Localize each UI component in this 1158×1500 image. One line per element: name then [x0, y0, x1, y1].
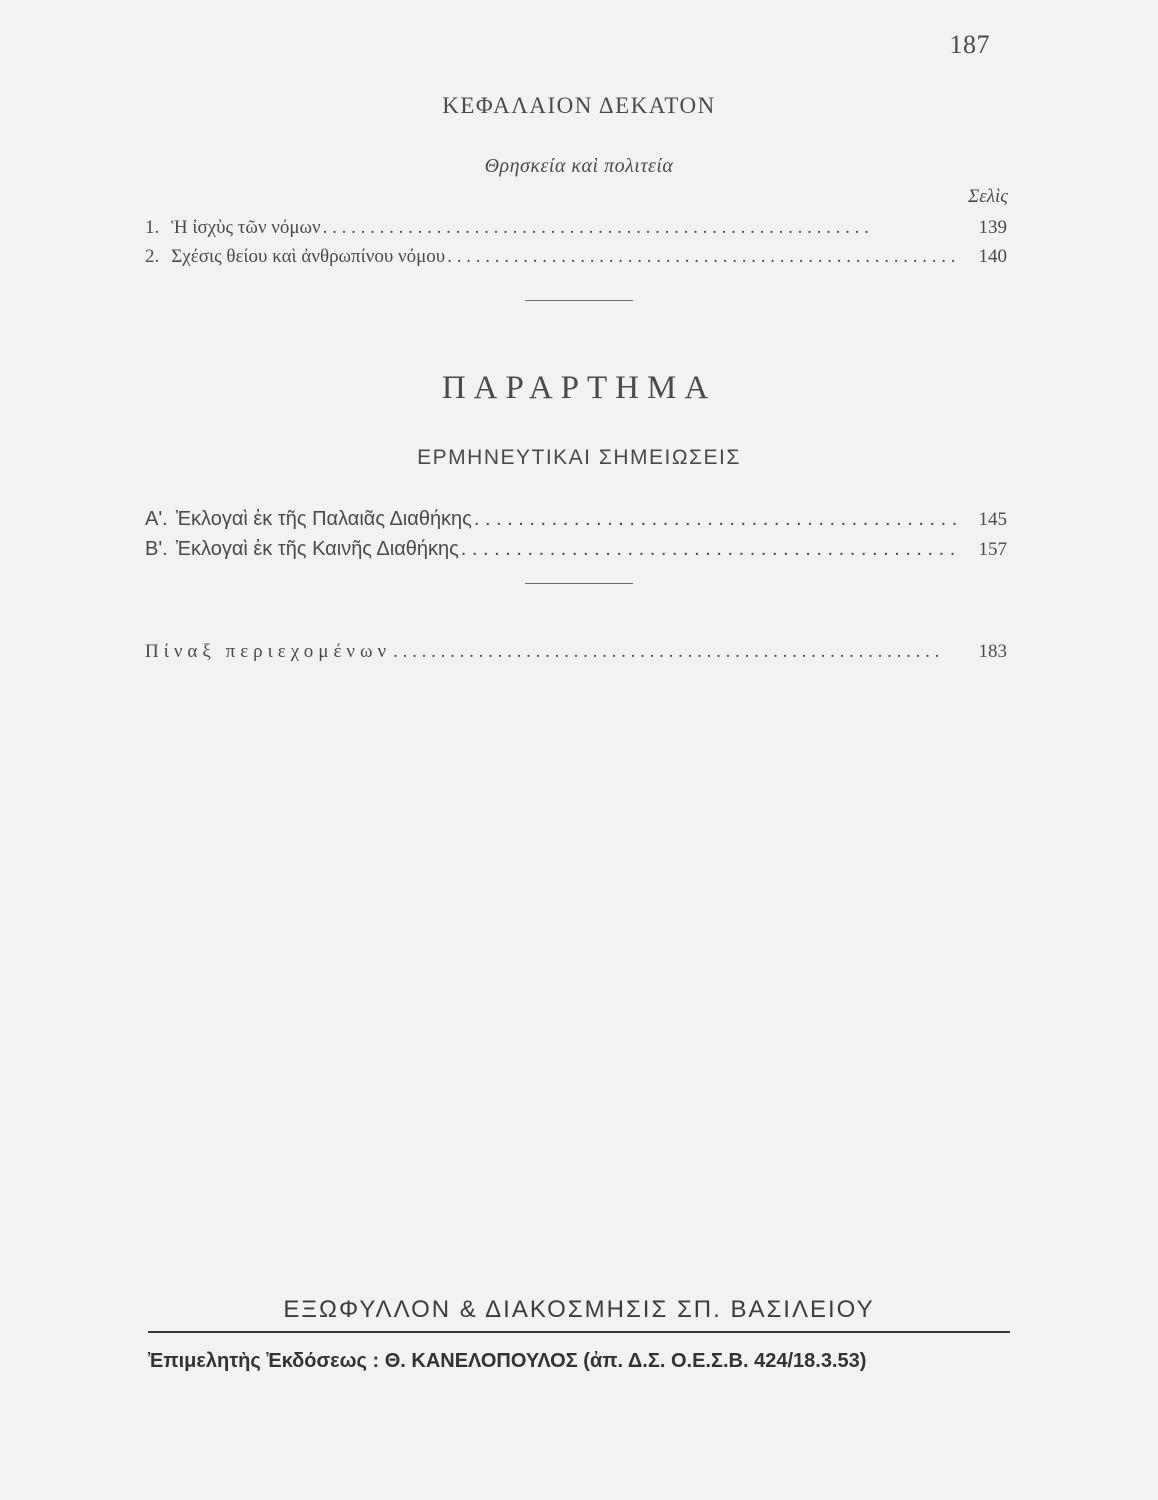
toc-entry-page: 140	[978, 246, 1007, 267]
toc-entry	[145, 640, 1007, 664]
dot-leader	[447, 245, 957, 269]
toc-entry-title: Ἐκλογαὶ ἐκ τῆς Καινῆς Διαθήκης	[175, 538, 459, 560]
dot-leader	[474, 507, 957, 531]
toc-entry-number: 2.	[145, 246, 160, 267]
toc-entry-title: Πίναξ περιεχομένων	[145, 641, 392, 662]
toc-entry	[145, 216, 1007, 240]
section-divider	[525, 583, 633, 584]
edition-supervisor-line: Ἐπιμελητὴς Ἐκδόσεως : Θ. ΚΑΝΕΛΟΠΟΥΛΟΣ (ἀπ. Δ.Σ. Ο.Ε.Σ.Β. 424/18.3.53)	[148, 1350, 867, 1372]
dot-leader	[461, 537, 957, 561]
chapter-heading: ΚΕΦΑΛΑΙΟΝ ΔΕΚΑΤΟΝ	[442, 93, 716, 118]
footer-rule	[148, 1331, 1010, 1333]
design-credits: ΕΞΩΦΥΛΛΟΝ & ΔΙΑΚΟΣΜΗΣΙΣ ΣΠ. ΒΑΣΙΛΕΙΟΥ	[283, 1296, 875, 1323]
appendix-subtitle: ΕΡΜΗΝΕΥΤΙΚΑΙ ΣΗΜΕΙΩΣΕΙΣ	[417, 446, 741, 469]
chapter-subtitle: Θρησκεία καὶ πολιτεία	[484, 155, 674, 177]
toc-entry-title: Σχέσις θείου καὶ ἀνθρωπίνου νόμου	[171, 246, 446, 267]
section-divider	[525, 300, 633, 301]
toc-entry-page: 157	[978, 539, 1007, 560]
toc-entry-page: 183	[978, 641, 1007, 662]
dot-leader	[323, 216, 957, 240]
toc-entry-title: Ἐκλογαὶ ἐκ τῆς Παλαιᾶς Διαθήκης	[175, 508, 472, 530]
toc-entry-page: 145	[978, 509, 1007, 530]
appendix-title: ΠΑΡΑΡΤΗΜΑ	[441, 370, 717, 406]
page-number: 187	[949, 30, 990, 59]
dot-leader	[393, 640, 957, 664]
toc-entry-page: 139	[978, 217, 1007, 238]
toc-entry	[145, 245, 1007, 269]
toc-entry-title: Ἡ ἰσχὺς τῶν νόμων	[171, 217, 321, 238]
toc-entry-number: Α'.	[145, 508, 168, 530]
toc-entry-number: 1.	[145, 217, 160, 238]
toc-entry	[145, 537, 1007, 562]
toc-entry	[145, 507, 1007, 532]
pages-column-label: Σελὶς	[968, 186, 1008, 207]
toc-entry-number: Β'.	[145, 538, 168, 560]
